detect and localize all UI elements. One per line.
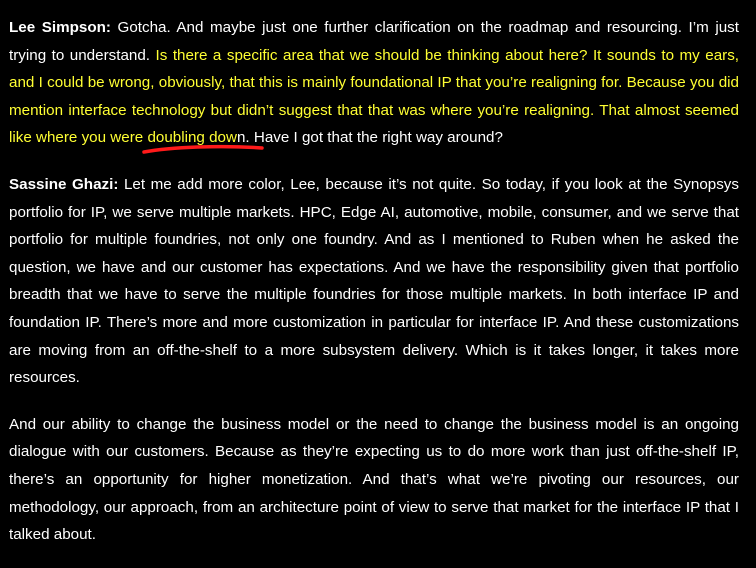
speaker-name: Lee Simpson: bbox=[9, 19, 111, 36]
underlined-plain-text: n bbox=[236, 129, 246, 147]
transcript-paragraph-continuation bbox=[9, 411, 739, 549]
paragraph-text: . Have I got that the right way around? bbox=[245, 129, 503, 147]
red-underlined-phrase bbox=[147, 129, 245, 146]
paragraph-text: Gotcha. And maybe just one further clarification on the roadmap and resourcing. I’m just trying to understand. bbox=[9, 19, 739, 64]
highlighted-text: Is there a specific area that we should be thinking about here? It sounds to my ears, and I could be wrong, obviously, that this is mainly foundational IP that you’re realigning for. Because you did mention interface technology but didn’t suggest that that was where you’re realigning. That almost seemed like where you were bbox=[9, 46, 740, 147]
highlighted-underlined-text: doubling dow bbox=[147, 129, 237, 147]
speaker-name: Sassine Ghazi: bbox=[9, 175, 119, 193]
transcript-paragraph-lee-simpson bbox=[9, 14, 739, 152]
transcript-paragraph-sassine-ghazi bbox=[9, 171, 739, 392]
paragraph-text: And our ability to change the business model or the need to change the business model is an ongoing dialogue with our customers. Because as they’re expecting us to do more work than just off-the-shelf IP, there’s an opportunity for higher monetization. And that’s what we’re pivoting our resources, our methodology, our approach, from an architecture point of view to serve that market for the interface IP that I talked about. bbox=[9, 415, 739, 544]
paragraph-text: Let me add more color, Lee, because it’s not quite. So today, if you look at the Synopsys portfolio for IP, we serve multiple markets. HPC, Edge AI, automotive, mobile, consumer, and we serve that portfolio for multiple foundries, not only one foundry. And as I mentioned to Ruben when he asked the question, we have and our customer has expectations. And we have the responsibility given that portfolio breadth that we have to serve the multiple foundries for those multiple markets. In both interface IP and foundation IP. There’s more and more customization in particular for interface IP. And these customizations are moving from an off-the-shelf to a more subsystem delivery. Which is it takes longer, it takes more resources. bbox=[9, 175, 739, 387]
transcript-document bbox=[9, 14, 739, 568]
